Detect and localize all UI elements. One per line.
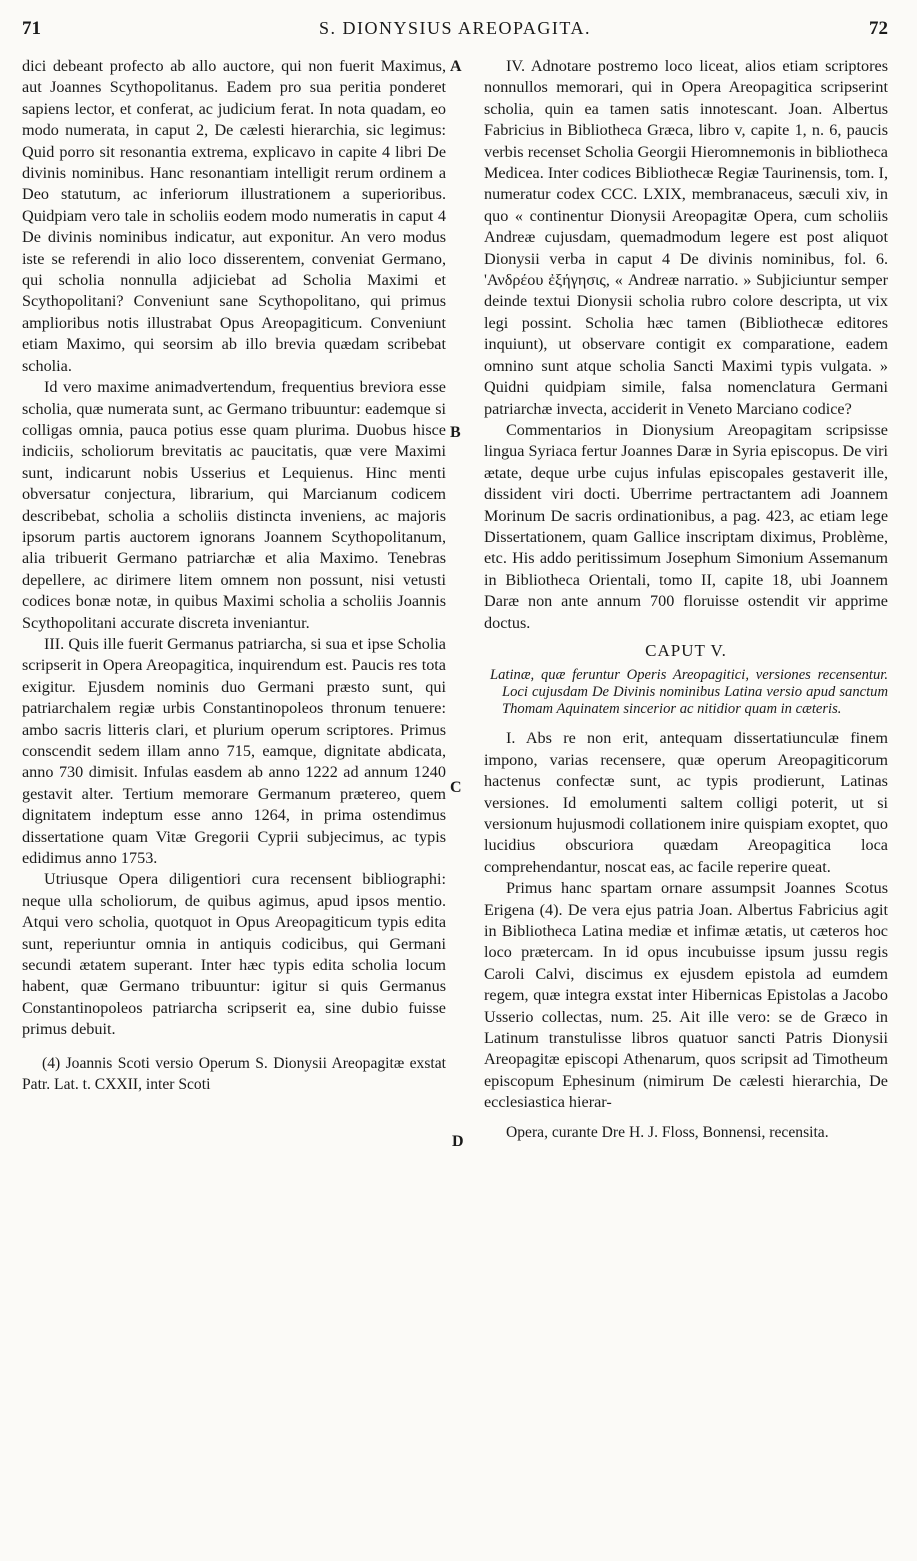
margin-letter-a: A xyxy=(450,58,462,75)
page-number-right: 72 xyxy=(869,18,888,39)
page-number-left: 71 xyxy=(22,18,41,39)
chapter-summary: Latinæ, quæ feruntur Operis Areopagitici, versiones recensentur. Loci cujusdam De Divinis nominibus Latina versio apud sanctum Thomam Aquinatem sincerior ac nitidior quam in cæteris. xyxy=(490,667,888,718)
paragraph: Primus hanc spartam ornare assumpsit Joannes Scotus Erigena (4). De vera ejus patria Joan. Albertus Fabricius agit in Bibliotheca Latina mediæ et infimæ ætatis, ut cæteros hoc loco prætercam. In id opus incubuisse ipsum jussu regis Caroli Calvi, discimus ex ejusdem epistola ad eumdem regem, quæ integra exstat inter Hibernicas Epistolas a Jacobo Usserio collectas, num. 25. Ait ille vero: se de Græco in Latinum transtulisse libros quatuor sancti Patris Dionysii Areopagitæ episcopi Athenarum, quos scripsit ad Timotheum episcopum Ephesinum (nimirum De cælesti hierarchia, De ecclesiastica hierar- xyxy=(484,879,888,1112)
chapter-heading: CAPUT V. xyxy=(645,640,727,660)
running-title: S. DIONYSIUS AREOPAGITA. xyxy=(319,18,591,38)
margin-letter-c: C xyxy=(450,779,462,796)
footnote-continuation: Opera, curante Dre H. J. Floss, Bonnensi, recensita. xyxy=(506,1123,829,1141)
paragraph: III. Quis ille fuerit Germanus patriarcha, si sua et ipse Scholia scripserit in Opera Areopagitica, inquirendum est. Paucis res tota exigitur. Ejusdem nominis duo Germani præsto sunt, qui patriarchalem regiæ urbis Constantinopoleos thronum tenuere: ambo sacris litteris clari, et plurium operum scriptores. Primus conscendit sedem illam anno 715, eamque, dignitate abdicata, anno 730 dimisit. Infulas easdem ab anno 1222 ad annum 1240 gestavit alter. Tertium memorare Germanum prætereo, quem dignitatem indeptum esse anno 1264, in prima ostendimus dissertatione quam Vitæ Gregorii Cyprii subjecimus, ac typis edidimus anno 1753. xyxy=(22,634,446,868)
paragraph: dici debeant profecto ab allo auctore, qui non fuerit Maximus, aut Joannes Scythopolitanus. Eadem pro sua peritia ponderet sapiens lector, et conferat, ac judicium ferat. In nota quadam, eo modo numerata, in caput 2, De cælesti hierarchia, sic legimus: Quid porro sit resonantia extrema, explicavo in capite 4 libri De divinis nominibus. Hanc resonantiam intelligit rerum ordinem a Deo statutum, ac inferiorum illustrationem a superioribus. Quidpiam vero tale in scholiis eodem modo numeratis in caput 4 De divinis nominibus indicatur, aut exponitur. An vero modus iste se referendi in alio loco disserentem, conveniat Germano, qui scholia nonnulla adjiciebat ad Scholia Maximi et Scythopolitani? Conveniunt sane Scythopolitano, qui primus amplioribus notis illustrabat Opus Areopagiticum. Conveniunt etiam Maximo, qui seorsim ab illo brevia quædam scribebat scholia. xyxy=(22,57,446,375)
margin-letter-b: B xyxy=(450,424,461,441)
paragraph: Commentarios in Dionysium Areopagitam scripsisse lingua Syriaca fertur Joannes Daræ in Syria episcopus. De viri ætate, deque urbe cujus infulas episcopales gestaverit ille, dissident viri docti. Uberrime pertractantem adi Joannem Morinum De sacris ordinationibus, a pag. 423, ac etiam lege Dissertationem, quam Gallice inscriptam diximus, Problème, etc. His addo peritissimum Josephum Simonium Assemanum in Bibliotheca Orientali, tomo II, capite 18, ubi Joannem Daræ non ante annum 700 floruisse ostendit vir apprime doctus. xyxy=(484,420,888,632)
paragraph: Utriusque Opera diligentiori cura recensent bibliographi: neque ulla scholiorum, de quibus agimus, apud ipsos mentio. Atqui vero scholia, quotquot in Opus Areopagiticum typis edita sunt, reperiuntur omnia in antiquis codicibus, qui Germani secundi ætatem superant. Inter hæc typis edita scholia locum habent, quæ Germano tribuuntur: igitur si quis Germanus Constantinopoleos patriarcha scripserit ea, sine dubio fuisse primus debuit. xyxy=(22,870,446,1039)
paragraph: IV. Adnotare postremo loco liceat, alios etiam scriptores nonnullos memorari, qui in Opera Areopagitica scripserint scholia, quin ea tamen satis innotescant. Joan. Albertus Fabricius in Bibliotheca Græca, libro v, capite 1, n. 6, paucis verbis recenset Scholia Georgii Hieromnemonis in bibliotheca Medicea. Inter codices Bibliothecæ Regiæ Taurinensis, tom. I, numeratur codex CCC. LXIX, membranaceus, sæculi xiv, in quo « continentur Dionysii Areopagitæ Opera, cum scholiis Andreæ cujusdam, quemadmodum legere est post aliquot Dionysii verba in caput 4 De divinis nominibus, fol. 6. 'Ανδρέου ἐξήγησις, « Andreæ narratio. » Subjiciuntur semper deinde textui Dionysii scholia rubro colore descripta, ut vix legi possint. Scholia hæc tamen (Bibliothecæ editores inquiunt), ut observare contigit ex comparatione, eadem omnino sunt atque scholia Sancti Maximi typis vulgata. » Quidni quidpiam simile, falsa nomenclatura Germani patriarchæ invecta, acciderit in Veneto Marciano codice? xyxy=(484,57,888,418)
left-column xyxy=(22,56,446,1096)
paragraph: Id vero maxime animadvertendum, frequentius breviora esse scholia, quæ numerata sunt, ac Germano tribuuntur: eademque si colligas omnia, pauca potius esse quam plurima. Duobus hisce indiciis, scholiorum brevitatis ac paucitatis, quæ vere Maximi sunt, indicarunt nobis Usserius et Lequienus. Hinc menti obversatur conjectura, librarium, qui Marcianum codicem describebat, scholia a scholiis distincta inveniens, ac majoris ipsorum partis auctorem ignorans Joannem Scythopolitanum, alia tribuerit Germano patriarchæ et alia Maximo. Tenebras depellere, ac dirimere litem omnem non possunt, nisi vetusti codices bonæ notæ, in quibus Maximi scholia a scholiis Joannis Scythopolitani accurate discreta inveniantur. xyxy=(22,378,446,632)
margin-letter-d: D xyxy=(452,1133,464,1150)
paragraph: I. Abs re non erit, antequam dissertatiunculæ finem impono, varias recensere, quæ operum Areopagiticorum hactenus confectæ sunt, ac typis prodierunt, Latinas versiones. Id emolumenti saltem colligi poterit, ut si versionum hujusmodi collationem inire quispiam exoptet, quo lucidius obscuriora quædam Areopagitica loca comprehendantur, noscat eas, ac facile reperire queat. xyxy=(484,729,888,876)
right-column xyxy=(484,56,888,1143)
running-header xyxy=(22,18,888,44)
footnote: (4) Joannis Scoti versio Operum S. Dionysii Areopagitæ exstat Patr. Lat. t. CXXII, inter Scoti xyxy=(22,1054,446,1094)
